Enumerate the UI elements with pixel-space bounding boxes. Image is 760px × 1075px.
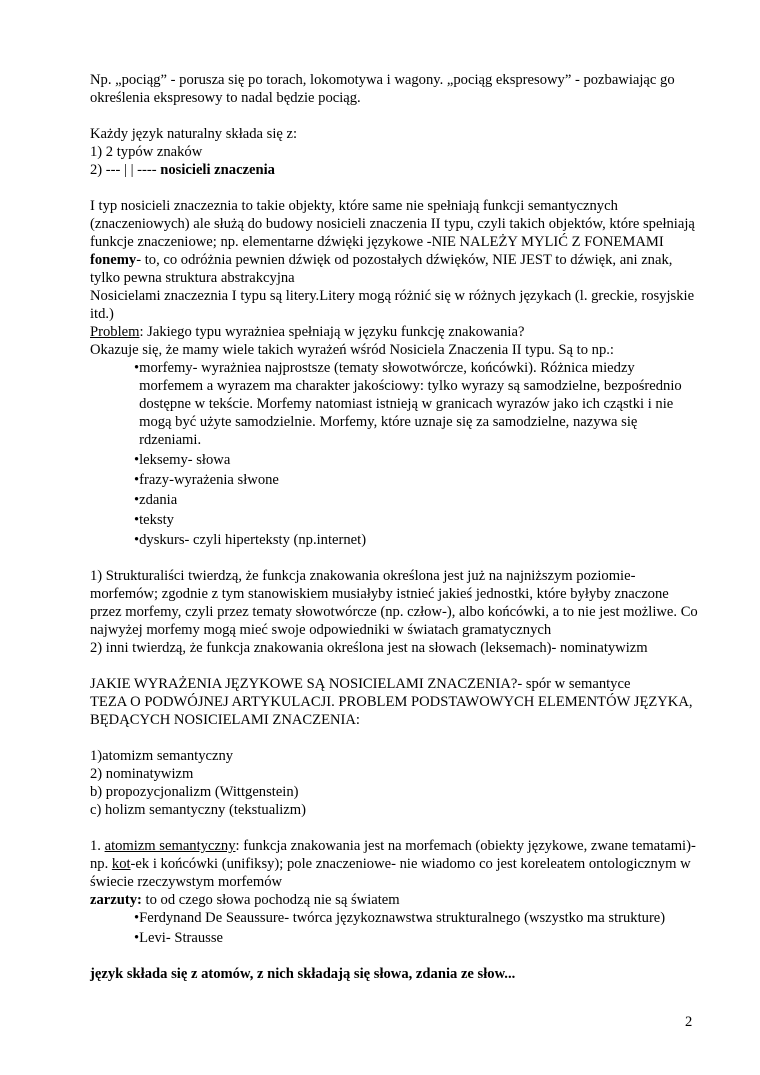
- list-item: • zdania: [134, 492, 178, 508]
- fonemy-paragraph: [90, 251, 702, 287]
- bullet-list-1: [134, 359, 702, 549]
- list-item: • teksty: [134, 512, 174, 528]
- list-item: • Levi- Strausse: [134, 930, 224, 946]
- bullet-icon: •: [134, 532, 140, 548]
- list-item: • dyskurs- czyli hiperteksty (np.internet): [134, 532, 367, 548]
- composition-item-2-prefix: 2) --- | | ----: [90, 162, 161, 178]
- bullet-icon: •: [134, 360, 140, 376]
- problem-text: : Jakiego typu wyrażniea spełniają w języku funkcję znakowania?: [139, 324, 525, 340]
- type1-paragraph: I typ nosicieli znaczeznia to takie objekty, które same nie spełniają funkcji semantycznych (znaczeniowych) ale służą do budowy nosicieli znaczenia II typu, czyli takich objektów, które spełniają funkcje znaczeniowe; np. elementarne dźwięki językowe -NIE NALEŻY MYLIĆ Z FONEMAMI: [90, 198, 695, 250]
- question-line-1: JAKIE WYRAŻENIA JĘZYKOWE SĄ NOSICIELAMI ZNACZENIA?- spór w semantyce: [90, 676, 631, 692]
- page-content: [90, 71, 702, 983]
- bullet-icon: •: [134, 910, 140, 926]
- view-1-paragraph: 1) Strukturaliści twierdzą, że funkcja znakowania określona jest już na najniższym poziomie- morfemów; zgodnie z tym stanowiskiem musiałyby istnieć jakieś jednostki, które byłyby znaczone przez morfemy, czyli przez tematy słowotwórcze (np. człow-), albo końcówki, a to nie jest możliwe. Co najwyżej morfemy mogą mieć swoje odpowiedniki w światach gramatycznych: [90, 568, 698, 638]
- view-2-paragraph: 2) inni twierdzą, że funkcja znakowania określona jest na słowach (leksemach)- nominatywizm: [90, 640, 648, 656]
- list-item: • frazy-wyrażenia słwone: [134, 472, 279, 488]
- intro-paragraph: Np. „pociąg” - porusza się po torach, lokomotywa i wagony. „pociąg ekspresowy” - pozbawiając go określenia ekspresowy to nadal będzie pociąg.: [90, 72, 675, 106]
- bullet-list-2: [134, 909, 702, 947]
- problem-label: Problem: [90, 324, 140, 340]
- question-line-2: TEZA O PODWÓJNEJ ARTYKULACJI. PROBLEM PODSTAWOWYCH ELEMENTÓW JĘZYKA, BĘDĄCYCH NOSICIELAMI ZNACZENIA:: [90, 694, 693, 728]
- position-item: 1)atomizm semantyczny: [90, 748, 234, 764]
- composition-heading: Każdy język naturalny składa się z:: [90, 126, 298, 142]
- page-number: 2: [685, 1014, 693, 1030]
- position-item: 2) nominatywizm: [90, 766, 194, 782]
- composition-item-2: [90, 161, 702, 179]
- position-item: b) propozycjonalizm (Wittgenstein): [90, 784, 299, 800]
- bullet-icon: •: [134, 452, 140, 468]
- bullet-icon: •: [134, 492, 140, 508]
- problem-paragraph: [90, 323, 702, 341]
- zarzuty-paragraph: zarzuty: to od czego słowa pochodzą nie są światem: [90, 892, 400, 908]
- fonemy-definition: - to, co odróżnia pewnien dźwięk od pozostałych dźwięków, NIE JEST to dźwięk, ani znak, tylko pewna struktura abstrakcyjna: [90, 252, 673, 286]
- bullet-icon: •: [134, 512, 140, 528]
- list-item: • leksemy- słowa: [134, 452, 231, 468]
- atomism-term: atomizm semantyczny: [104, 838, 236, 854]
- atomism-paragraph: 1. atomizm semantyczny: funkcja znakowania jest na morfemach (obiekty językowe, zwane tematami)- np. kot-ek i końcówki (unifiksy); pole znaczeniowe- nie wiadomo co jest koreleatem ontologicznym w świecie rzeczywstym morfemów: [90, 838, 696, 890]
- list-item: • Ferdynand De Seaussure- twórca językoznawstwa strukturalnego (wszystko ma strukture): [134, 910, 666, 926]
- composition-item-2-bold: nosicieli znaczenia: [160, 162, 275, 178]
- kot-term: kot: [111, 856, 131, 872]
- letters-paragraph: Nosicielami znaczeznia I typu są litery.Litery mogą różnić się w różnych językach (l. greckie, rosyjskie itd.): [90, 288, 695, 322]
- bullet-icon: •: [134, 930, 140, 946]
- composition-item-1: 1) 2 typów znaków: [90, 144, 203, 160]
- zarzuty-label: zarzuty:: [90, 892, 142, 908]
- position-item: c) holizm semantyczny (tekstualizm): [90, 802, 306, 818]
- bullet-icon: •: [134, 472, 140, 488]
- closing-statement: język składa się z atomów, z nich składają się słowa, zdania ze słow...: [90, 966, 516, 982]
- list-item: • morfemy- wyrażniea najprostsze (tematy słowotwórcze, końcówki). Różnica miedzy morfemem a wyrazem ma charakter jakościowy: tylko wyrazy są samodzielne, bezpośrednio dostępne w tekście. Morfemy natomiast istnieją w granicach wyrazów jako ich cząstki i nie mogą być użyte samodzielnie. Morfemy, które uznaje się za samodzielne, nazywa się rdzeniami.: [134, 360, 682, 448]
- fonemy-term: fonemy: [90, 252, 137, 268]
- okazuje-paragraph: Okazuje się, że mamy wiele takich wyrażeń wśród Nosiciela Znaczenia II typu. Są to np.:: [90, 342, 614, 358]
